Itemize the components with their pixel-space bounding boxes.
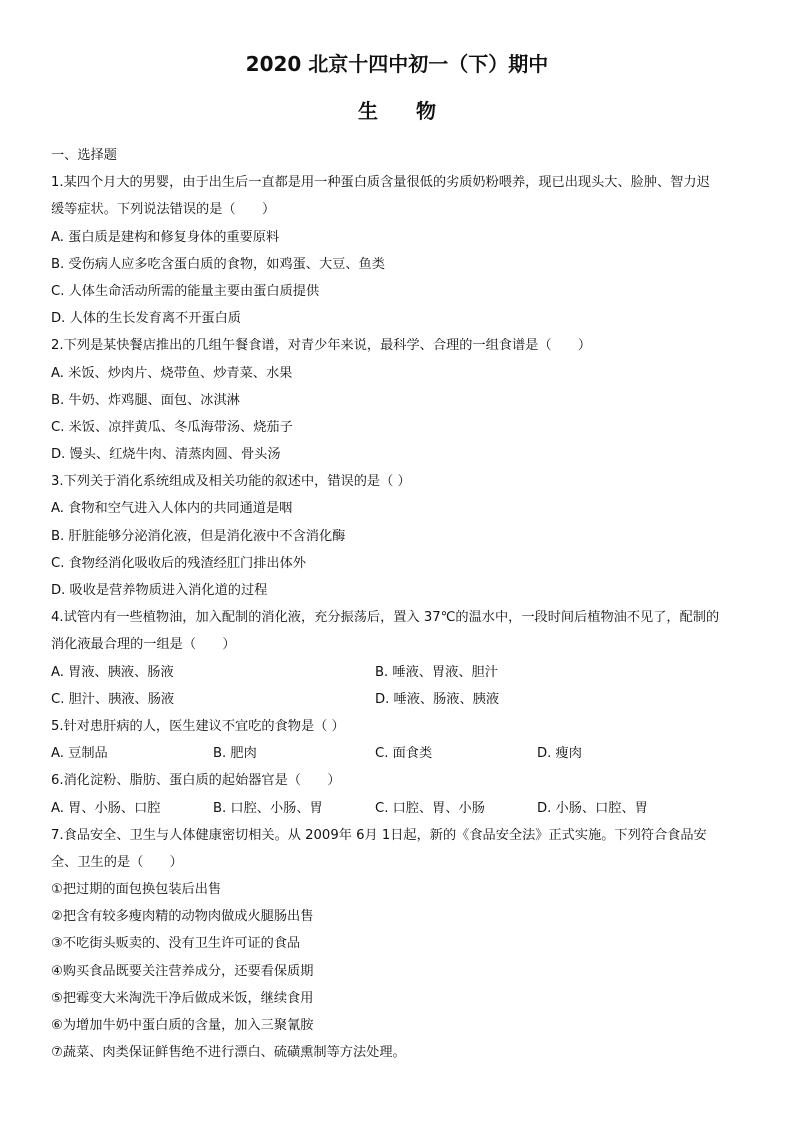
q5-stem: 5.针对患肝病的人，医生建议不宜吃的食物是（ ）	[51, 718, 345, 734]
q7-item-2: ②把含有较多瘦肉精的动物肉做成火腿肠出售	[51, 909, 314, 925]
q4-option-c: C. 胆汁、胰液、肠液	[51, 691, 175, 707]
q2-option-a: A. 米饭、炒肉片、烧带鱼、炒青菜、水果	[51, 365, 293, 381]
section-label: 一、选择题	[51, 148, 117, 163]
q3-stem: 3.下列关于消化系统组成及相关功能的叙述中，错误的是（ ）	[51, 474, 411, 490]
q6-option-b: B. 口腔、小肠、胃	[213, 800, 323, 816]
q4-options-row1	[51, 659, 751, 686]
q3-option-d: D. 吸收是营养物质进入消化道的过程	[51, 583, 268, 598]
q6-option-c: C. 口腔、胃、小肠	[375, 800, 485, 816]
q7-item-1: ①把过期的面包换包装后出售	[51, 882, 222, 898]
q4-option-b: B. 唾液、胃液、胆汁	[375, 664, 498, 680]
q7-stem-line2: 全、卫生的是（ ）	[51, 854, 183, 870]
q5-options-row	[51, 740, 751, 767]
q2-option-b: B. 牛奶、炸鸡腿、面包、冰淇淋	[51, 392, 240, 408]
q3-option-b: B. 肝脏能够分泌消化液，但是消化液中不含消化酶	[51, 528, 346, 544]
q1-stem-line1: 1.某四个月大的男婴，由于出生后一直都是用一种蛋白质含量很低的劣质奶粉喂养，现已出现头大、脸肿、智力迟	[51, 175, 710, 191]
q7-item-6: ⑥为增加牛奶中蛋白质的含量，加入三聚氰胺	[51, 1018, 314, 1033]
q7-item-3: ③不吃街头贩卖的、没有卫生许可证的食品	[51, 936, 301, 952]
q6-option-d: D. 小肠、口腔、胃	[537, 800, 648, 816]
q4-stem-line2: 消化液最合理的一组是（ ）	[51, 637, 236, 653]
exam-title: 2020 北京十四中初一（下）期中	[245, 52, 549, 76]
q2-option-c: C. 米饭、凉拌黄瓜、冬瓜海带汤、烧茄子	[51, 419, 293, 435]
q6-options-row	[51, 795, 751, 822]
q1-stem-line2: 缓等症状。下列说法错误的是（ ）	[51, 202, 276, 218]
q5-option-d: D. 瘦肉	[537, 746, 582, 762]
q3-option-a: A. 食物和空气进入人体内的共同通道是咽	[51, 501, 293, 517]
q2-stem: 2.下列是某快餐店推出的几组午餐食谱，对青少年来说，最科学、合理的一组食谱是（ ）	[51, 338, 592, 354]
q4-stem-line1: 4.试管内有一些植物油，加入配制的消化液，充分振荡后，置入 37℃的温水中，一段时间后植物油不见了，配制的	[51, 610, 720, 626]
q5-option-a: A. 豆制品	[51, 746, 108, 762]
q2-option-d: D. 馒头、红烧牛肉、清蒸肉圆、骨头汤	[51, 447, 281, 463]
q4-option-d: D. 唾液、肠液、胰液	[375, 691, 500, 707]
q5-option-c: C. 面食类	[375, 746, 433, 762]
q1-option-a: A. 蛋白质是建构和修复身体的重要原料	[51, 229, 280, 245]
q4-option-a: A. 胃液、胰液、肠液	[51, 664, 174, 680]
q1-option-c: C. 人体生命活动所需的能量主要由蛋白质提供	[51, 283, 320, 299]
q6-option-a: A. 胃、小肠、口腔	[51, 800, 161, 816]
exam-content	[51, 142, 751, 1066]
q7-item-4: ④购买食品既要关注营养成分，还要看保质期	[51, 963, 314, 979]
q7-item-7: ⑦蔬菜、肉类保证鲜售绝不进行漂白、硫磺熏制等方法处理。	[51, 1045, 406, 1061]
q3-option-c: C. 食物经消化吸收后的残渣经肛门排出体外	[51, 555, 306, 571]
q5-option-b: B. 肥肉	[213, 746, 257, 762]
q1-option-d: D. 人体的生长发育离不开蛋白质	[51, 311, 241, 327]
q7-item-5: ⑤把霉变大米淘洗干净后做成米饭，继续食用	[51, 990, 314, 1006]
q6-stem: 6.消化淀粉、脂肪、蛋白质的起始器官是（ ）	[51, 773, 341, 789]
q4-options-row2	[51, 686, 751, 713]
subject-title: 生物	[358, 99, 474, 123]
q7-stem-line1: 7.食品安全、卫生与人体健康密切相关。从 2009年 6月 1日起，新的《食品安全法》正式实施。下列符合食品安	[51, 827, 707, 843]
q1-option-b: B. 受伤病人应多吃含蛋白质的食物，如鸡蛋、大豆、鱼类	[51, 256, 385, 272]
